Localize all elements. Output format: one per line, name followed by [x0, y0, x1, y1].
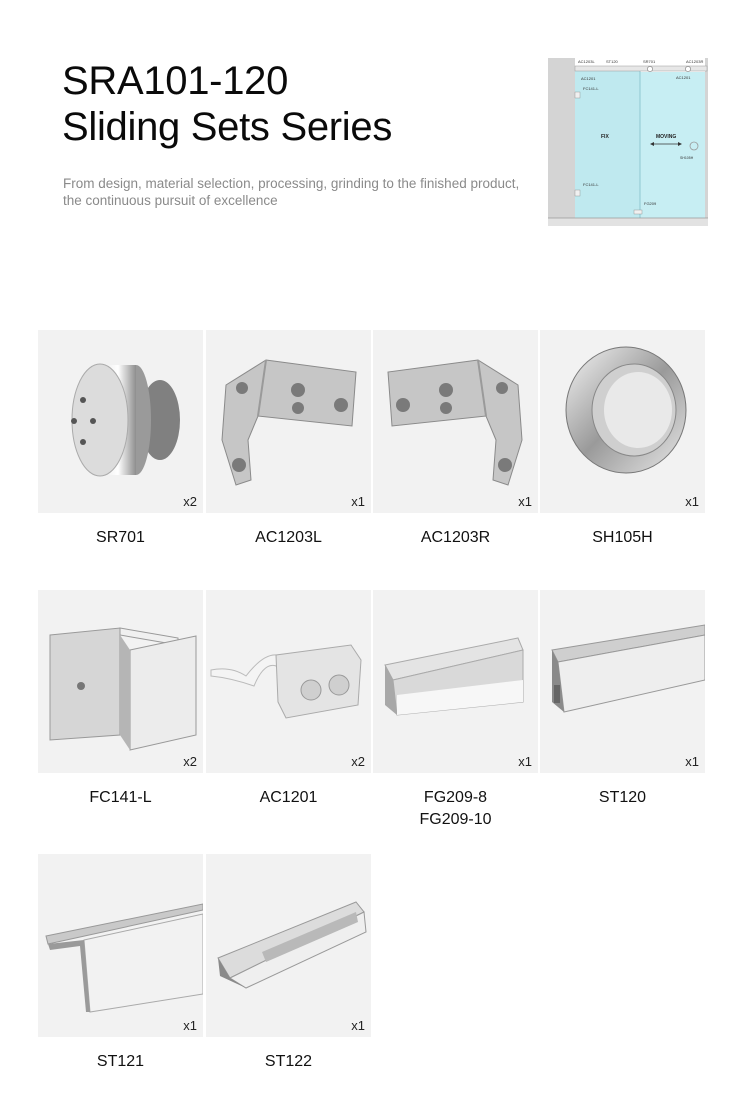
- channel-profile-icon: [206, 854, 371, 1037]
- quantity-badge: x1: [183, 1018, 197, 1033]
- product-card-st121[interactable]: [38, 854, 203, 1037]
- quantity-badge: x2: [183, 754, 197, 769]
- diagram-label-st120: ST120: [606, 59, 618, 64]
- product-card-sr701[interactable]: [38, 330, 203, 513]
- product-name: AC1201: [259, 789, 318, 806]
- diagram-label-fc141-bottom: FC141-L: [583, 182, 599, 187]
- product-label: [540, 527, 705, 549]
- diagram-label-fc141-top: FC141-L: [583, 86, 599, 91]
- glass-clamp-icon: [38, 590, 203, 773]
- product-card-sh105h[interactable]: [540, 330, 705, 513]
- quantity-badge: x1: [351, 1018, 365, 1033]
- diagram-label-moving: MOVING: [656, 134, 677, 140]
- product-name: ST121: [96, 1053, 145, 1070]
- product-label: [373, 787, 538, 831]
- diagram-label-ac1201-right: AC1201: [676, 75, 691, 80]
- product-name: FG209-8: [423, 789, 488, 806]
- product-name-alt: FG209-10: [419, 811, 492, 828]
- product-label: [540, 787, 705, 809]
- product-label: [206, 527, 371, 549]
- product-card-ac1201[interactable]: [206, 590, 371, 773]
- installation-diagram: [548, 58, 708, 226]
- quantity-badge: x2: [351, 754, 365, 769]
- product-card-ac1203r[interactable]: [373, 330, 538, 513]
- diagram-label-sh105h: SH105H: [680, 156, 694, 160]
- bracket-left-icon: [206, 330, 371, 513]
- diagram-label-fg209: FG209: [644, 201, 657, 206]
- quantity-badge: x1: [685, 754, 699, 769]
- product-name: SH105H: [592, 529, 653, 546]
- product-name: ST122: [264, 1053, 313, 1070]
- quantity-badge: x1: [351, 494, 365, 509]
- product-label: [38, 527, 203, 549]
- subtitle: [63, 175, 553, 209]
- product-label: [38, 1051, 203, 1073]
- cover-profile-icon: [38, 854, 203, 1037]
- product-card-fg209[interactable]: [373, 590, 538, 773]
- product-label: [38, 787, 203, 809]
- page-title: [62, 58, 392, 150]
- title-line-2: Sliding Sets Series: [62, 105, 393, 149]
- diagram-label-sr701: SR701: [643, 59, 656, 64]
- product-card-fc141-l[interactable]: [38, 590, 203, 773]
- top-track-icon: [540, 590, 705, 773]
- title-line-1: SRA101-120: [62, 59, 289, 103]
- diagram-label-ac1203l: AC1203L: [578, 59, 595, 64]
- product-name: AC1203R: [420, 529, 491, 546]
- product-name: ST120: [598, 789, 647, 806]
- ring-handle-icon: [540, 330, 705, 513]
- floor-guide-icon: [373, 590, 538, 773]
- subtitle-line-1: From design, material selection, processing, grinding to the finished product,: [63, 176, 520, 191]
- quantity-badge: x1: [518, 494, 532, 509]
- diagram-label-ac1203r: AC1203R: [686, 59, 704, 64]
- product-label: [206, 787, 371, 809]
- roller-icon: [38, 330, 203, 513]
- product-label: [373, 527, 538, 549]
- subtitle-line-2: the continuous pursuit of excellence: [63, 193, 278, 208]
- product-card-st120[interactable]: [540, 590, 705, 773]
- diagram-label-fix: FIX: [601, 134, 609, 140]
- product-name: AC1203L: [255, 529, 322, 546]
- quantity-badge: x2: [183, 494, 197, 509]
- bracket-right-icon: [373, 330, 538, 513]
- door-stopper-icon: [206, 590, 371, 773]
- product-card-ac1203l[interactable]: [206, 330, 371, 513]
- product-name: FC141-L: [89, 789, 152, 806]
- diagram-label-ac1201-left: AC1201: [581, 76, 596, 81]
- quantity-badge: x1: [685, 494, 699, 509]
- product-label: [206, 1051, 371, 1073]
- quantity-badge: x1: [518, 754, 532, 769]
- product-card-st122[interactable]: [206, 854, 371, 1037]
- product-name: SR701: [96, 529, 145, 546]
